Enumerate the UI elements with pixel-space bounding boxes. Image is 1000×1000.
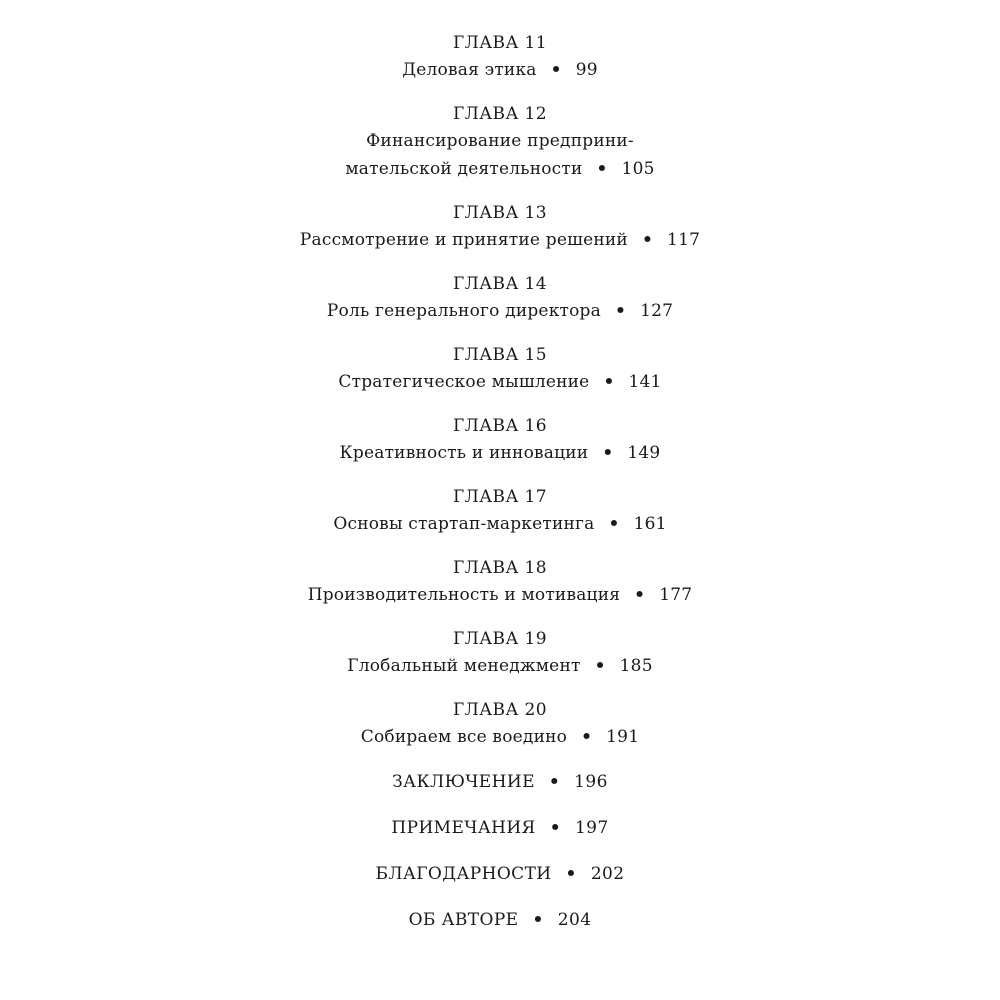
section-title: БЛАГОДАРНОСТИ (375, 864, 552, 884)
separator-dot: • (596, 159, 608, 179)
chapter-label: ГЛАВА 14 (453, 274, 547, 294)
chapter-title: Рассмотрение и принятие решений (299, 230, 628, 250)
chapter-label: ГЛАВА 12 (453, 104, 547, 124)
separator-dot: • (608, 514, 620, 534)
toc-about-author[interactable] (0, 906, 1000, 934)
page-number: 99 (575, 60, 598, 80)
chapter-entry[interactable] (0, 226, 1000, 254)
chapter-entry[interactable] (0, 723, 1000, 751)
section-title: ОБ АВТОРЕ (408, 910, 519, 930)
chapter-title: Основы стартап-маркетинга (333, 514, 595, 534)
chapter-title: Стратегическое мышление (338, 372, 590, 392)
chapter-entry[interactable] (0, 56, 1000, 84)
chapter-entry[interactable] (0, 652, 1000, 680)
chapter-label: ГЛАВА 20 (453, 700, 547, 720)
page-number: 117 (667, 230, 701, 250)
toc-acknowledgments[interactable] (0, 860, 1000, 888)
toc-chapter-18 (0, 555, 1000, 609)
toc-notes[interactable] (0, 814, 1000, 842)
toc-chapter-14 (0, 271, 1000, 325)
page-number: 197 (574, 818, 609, 838)
chapter-title: Деловая этика (402, 60, 537, 80)
page-number: 161 (633, 514, 667, 534)
chapter-label: ГЛАВА 19 (453, 629, 547, 649)
separator-dot: • (581, 727, 593, 747)
chapter-title: Глобальный менеджмент (347, 656, 581, 676)
chapter-title: Роль генерального директора (326, 301, 601, 321)
chapter-label: ГЛАВА 13 (453, 203, 547, 223)
chapter-entry[interactable] (0, 127, 1000, 183)
table-of-contents (0, 30, 1000, 952)
page-number: 202 (590, 864, 625, 884)
chapter-title: Креативность и инновации (339, 443, 589, 463)
page-number: 196 (574, 772, 608, 792)
toc-chapter-16 (0, 413, 1000, 467)
page-number: 185 (619, 656, 653, 676)
toc-chapter-15 (0, 342, 1000, 396)
toc-chapter-17 (0, 484, 1000, 538)
page-number: 149 (627, 443, 661, 463)
toc-chapter-19 (0, 626, 1000, 680)
separator-dot: • (565, 864, 577, 884)
page-number: 105 (621, 159, 655, 179)
page-number: 177 (659, 585, 693, 605)
section-title: ЗАКЛЮЧЕНИЕ (392, 772, 535, 792)
separator-dot: • (634, 585, 646, 605)
chapter-entry[interactable] (0, 510, 1000, 538)
separator-dot: • (602, 443, 614, 463)
separator-dot: • (594, 656, 606, 676)
separator-dot: • (532, 910, 544, 930)
separator-dot: • (614, 301, 627, 321)
toc-conclusion[interactable] (0, 768, 1000, 796)
chapter-entry[interactable] (0, 368, 1000, 396)
chapter-title: Производительность и мотивация (307, 585, 621, 605)
page-number: 204 (557, 910, 592, 930)
chapter-label: ГЛАВА 17 (453, 487, 547, 507)
chapter-title: Собираем все воедино (360, 727, 568, 747)
toc-chapter-20 (0, 697, 1000, 751)
chapter-label: ГЛАВА 18 (453, 558, 547, 578)
separator-dot: • (549, 818, 561, 838)
section-title: ПРИМЕЧАНИЯ (391, 818, 536, 838)
chapter-entry[interactable] (0, 581, 1000, 609)
chapter-label: ГЛАВА 15 (453, 345, 547, 365)
toc-chapter-11 (0, 30, 1000, 84)
chapter-label: ГЛАВА 16 (453, 416, 547, 436)
chapter-title-line-1: Финансирование предприни- (366, 131, 634, 151)
page-number: 191 (606, 727, 640, 747)
toc-chapter-12 (0, 101, 1000, 183)
separator-dot: • (550, 60, 562, 80)
separator-dot: • (641, 230, 654, 250)
page-number: 127 (640, 301, 674, 321)
chapter-label: ГЛАВА 11 (453, 33, 547, 53)
chapter-entry[interactable] (0, 439, 1000, 467)
separator-dot: • (548, 772, 561, 792)
page-number: 141 (628, 372, 662, 392)
separator-dot: • (603, 372, 615, 392)
chapter-entry[interactable] (0, 297, 1000, 325)
toc-chapter-13 (0, 200, 1000, 254)
chapter-title: мательской деятельности (345, 159, 583, 179)
